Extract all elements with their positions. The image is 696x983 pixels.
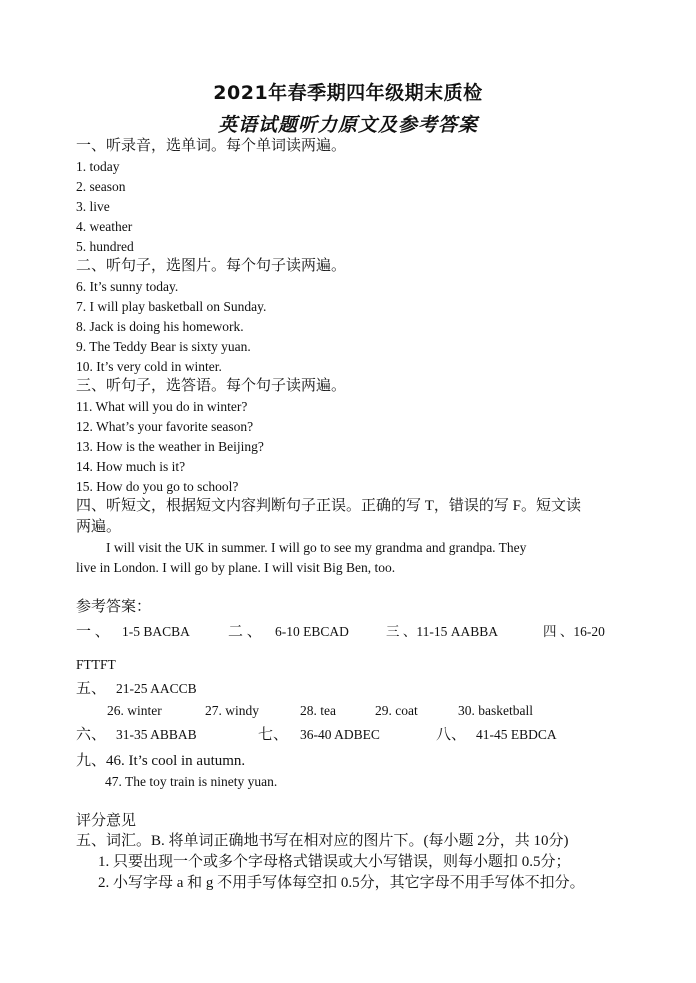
answer-label: 八、	[436, 727, 467, 743]
list-item: 6. It’s sunny today.	[76, 279, 179, 294]
answer-value: 27. windy	[205, 703, 259, 718]
answer-value: FTTFT	[76, 657, 116, 672]
answer-value: 31-35 ABBAB	[116, 727, 197, 742]
answer-value: 三 、11-15 AABBA	[386, 624, 499, 639]
grading-text: 1. 只要出现一个或多个字母格式错误或大小写错误，则每小题扣 0.5分；	[98, 854, 571, 870]
section-2-heading: 二、听句子，选图片。每个句子读两遍。	[76, 258, 347, 274]
list-item: 8. Jack is doing his homework.	[76, 319, 244, 334]
grading-heading: 评分意见	[76, 813, 137, 829]
list-item: 4. weather	[76, 219, 133, 234]
answer-value: 28. tea	[300, 703, 336, 718]
list-item: 12. What’s your favorite season?	[76, 419, 254, 434]
list-item: 15. How do you go to school?	[76, 479, 239, 494]
answer-row	[0, 702, 696, 722]
answer-label: 七、	[258, 727, 289, 743]
answer-value: 26. winter	[107, 703, 162, 718]
answer-label: 六、	[76, 727, 107, 743]
answer-label: 二 、	[228, 624, 262, 640]
passage-text: live in London. I will go by plane. I will visit Big Ben, too.	[76, 560, 396, 575]
list-item: 9. The Teddy Bear is sixty yuan.	[76, 339, 251, 354]
answer-row	[0, 680, 696, 700]
answer-value: 36-40 ADBEC	[300, 727, 380, 742]
answer-value: 41-45 EBDCA	[476, 727, 557, 742]
list-item: 14. How much is it?	[76, 459, 186, 474]
list-item: 2. season	[76, 179, 126, 194]
section-4-heading-cont: 两遍。	[76, 519, 122, 535]
list-item: 3. live	[76, 199, 110, 214]
section-3-heading: 三、听句子，选答语。每个句子读两遍。	[76, 378, 347, 394]
answer-row: 47. The toy train is ninety yuan.	[105, 774, 278, 789]
answer-label: 一 、	[76, 624, 110, 640]
answer-value: 四 、16-20	[543, 624, 605, 639]
list-item: 11. What will you do in winter?	[76, 399, 248, 414]
answer-value: 1-5 BACBA	[122, 624, 190, 639]
answer-value: 6-10 EBCAD	[275, 624, 349, 639]
list-item: 5. hundred	[76, 239, 134, 254]
grading-text: 2. 小写字母 a 和 g 不用手写体每空扣 0.5分，其它字母不用手写体不扣分。	[98, 875, 585, 891]
section-4-heading: 四、听短文，根据短文内容判断句子正误。正确的写 T，错误的写 F。短文读	[76, 498, 582, 514]
passage-text: I will visit the UK in summer. I will go to see my grandma and grandpa. They	[106, 540, 527, 555]
answer-value: 29. coat	[375, 703, 418, 718]
section-1-heading: 一、听录音，选单词。每个单词读两遍。	[76, 138, 347, 154]
answer-value: 30. basketball	[458, 703, 533, 718]
answer-row	[0, 623, 696, 643]
answer-value: 21-25 AACCB	[116, 681, 197, 696]
list-item: 7. I will play basketball on Sunday.	[76, 299, 267, 314]
answer-row: 九、46. It’s cool in autumn.	[76, 753, 246, 769]
answers-heading: 参考答案：	[76, 599, 152, 615]
answer-row	[0, 726, 696, 746]
grading-text: 五、词汇。B. 将单词正确地书写在相对应的图片下。(每小题 2分，共 10分)	[76, 833, 569, 849]
document-title: 2021年春季期四年级期末质检	[213, 82, 483, 104]
list-item: 10. It’s very cold in winter.	[76, 359, 222, 374]
list-item: 1. today	[76, 159, 120, 174]
list-item: 13. How is the weather in Beijing?	[76, 439, 264, 454]
answer-label: 五、	[76, 681, 107, 697]
document-subtitle: 英语试题听力原文及参考答案	[217, 115, 478, 136]
